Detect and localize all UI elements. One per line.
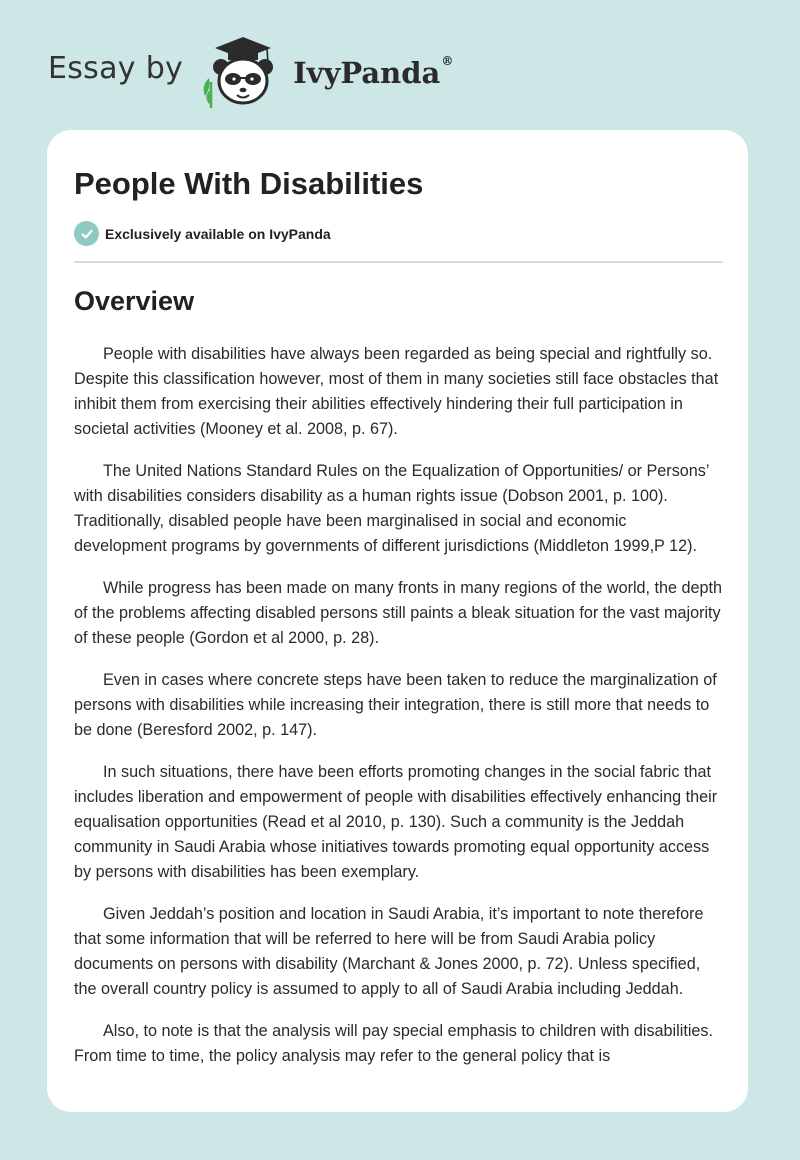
exclusive-label: Exclusively available on IvyPanda bbox=[105, 225, 331, 242]
paragraph: The United Nations Standard Rules on the Equalization of Opportunities/ or Persons’ with disabilities considers disability as a human rights issue (Dobson 2001, p. 100). Traditionally, disabled people have been marginalised in social and economic development programs by governments of different jurisdictions (Middleton 1999,P 12). bbox=[74, 462, 709, 555]
panda-logo-icon bbox=[197, 34, 289, 110]
brand-name[interactable]: IvyPanda® bbox=[293, 54, 454, 90]
paragraph: In such situations, there have been efforts promoting changes in the social fabric that includes liberation and empowerment of people with disabilities effectively enhancing their equalisation opportunities (Read et al 2010, p. 130). Such a community is the Jeddah community in Saudi Arabia whose initiatives towards promoting equal opportunity access by persons with disabilities has been exemplary. bbox=[74, 763, 718, 881]
paragraph: People with disabilities have always been regarded as being special and rightfully so. Despite this classification however, most of them in many societies still face obstacles that inhibit them from exercising their abilities effectively hindering their full participation in societal activities (Mooney et al. 2008, p. 67). bbox=[74, 345, 719, 438]
essay-by-label: Essay by bbox=[48, 50, 184, 86]
paragraph: Also, to note is that the analysis will pay special emphasis to children with disabilities. From time to time, the policy analysis may refer to the general policy that is bbox=[74, 1022, 714, 1065]
page-title: People With Disabilities bbox=[74, 166, 424, 201]
exclusive-badge bbox=[74, 221, 331, 246]
divider bbox=[74, 261, 723, 263]
registered-mark: ® bbox=[441, 54, 454, 68]
checkmark-icon bbox=[74, 221, 99, 246]
article-body bbox=[74, 342, 723, 1086]
paragraph: While progress has been made on many fronts in many regions of the world, the depth of the problems affecting disabled persons still paints a bleak situation for the vast majority of these people (Gordon et al 2000, p. 28). bbox=[74, 579, 723, 647]
paragraph: Even in cases where concrete steps have been taken to reduce the marginalization of persons with disabilities while increasing their integration, there is still more that needs to be done (Beresford 2002, p. 147). bbox=[74, 671, 717, 739]
article-card bbox=[47, 130, 748, 1112]
site-header bbox=[48, 32, 453, 112]
section-heading: Overview bbox=[74, 286, 195, 316]
paragraph: Given Jeddah’s position and location in Saudi Arabia, it’s important to note therefore that some information that will be referred to here will be from Saudi Arabia policy documents on persons with disability (Marchant & Jones 2000, p. 72). Unless specified, the overall country policy is assumed to apply to all of Saudi Arabia including Jeddah. bbox=[74, 905, 704, 998]
